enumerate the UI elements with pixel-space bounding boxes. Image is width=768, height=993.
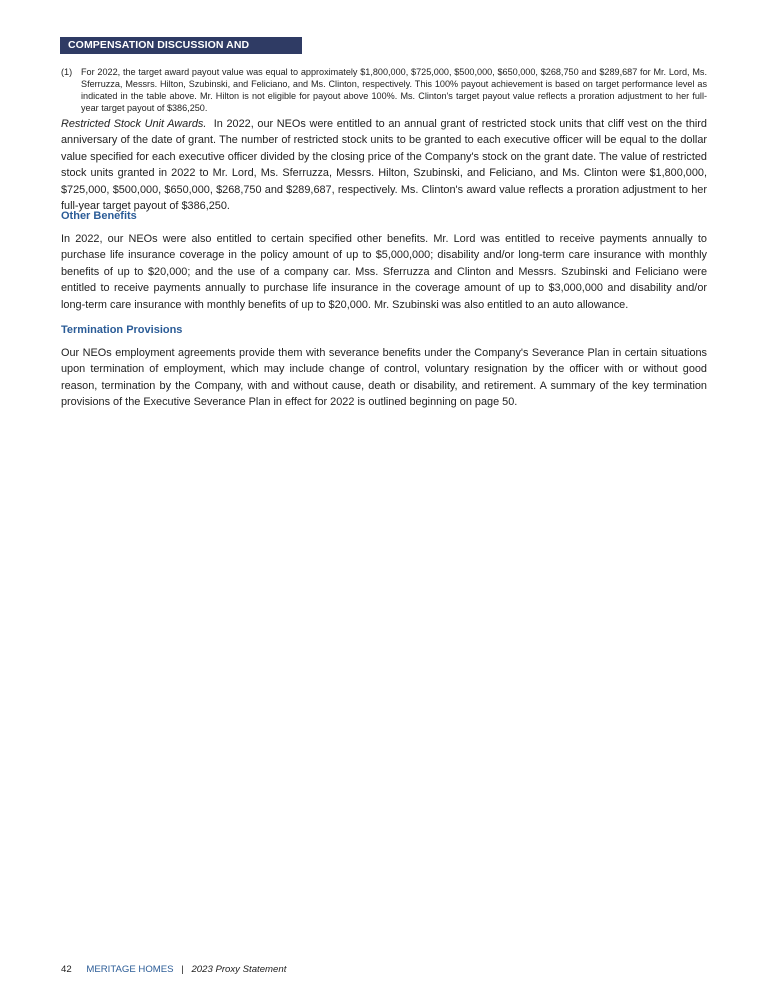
section-banner: COMPENSATION DISCUSSION AND ANALYSIS (60, 37, 302, 54)
rsu-text: In 2022, our NEOs were entitled to an annual grant of restricted stock units that cliff vest on the third anniversary of the date of grant. The number of restricted stock units to be granted to each executive officer will be equal to the dollar value specified for each executive officer divided by the closing price of the Company's stock on the grant date. The value of restricted stock units granted in 2022 to Mr. Lord, Ms. Sferruzza, Messrs. Hilton, Szubinski, and Feliciano, and Ms. Clinton were $1,800,000, $725,000, $500,000, $650,000, $268,750 and $289,687, respectively. Ms. Clinton's award value reflects a proration adjustment to her full-year target payout of $386,250. (61, 118, 707, 213)
footnote (61, 66, 707, 114)
termination-paragraph: Our NEOs employment agreements provide them with severance benefits under the Company's Severance Plan in certain situations upon termination of employment, which may include change of control, voluntary resignation by the officer with or without good reason, termination by the Company, with and without cause, death or disability, and retirement. A summary of the key termination provisions of the Executive Severance Plan in effect for 2022 is outlined beginning on page 50. (61, 347, 707, 409)
footnote-text: For 2022, the target award payout value was equal to approximately $1,800,000, $725,000, $500,000, $650,000, $268,750 and $289,687 for Mr. Lord, Ms. Sferruzza, Messrs. Hilton, Szubinski, and Feliciano, and Ms. Clinton, respectively. This 100% payout achievement is based on target performance level as indicated in the table above. Mr. Hilton is not eligible for payout above 100%. Ms. Clinton's target payout value reflects a proration adjustment to her full-year target payout of $386,250. (81, 67, 707, 113)
footer-brand: MERITAGE HOMES (86, 964, 174, 975)
rsu-lead: Restricted Stock Unit Awards. (61, 118, 207, 130)
termination-heading: Termination Provisions (61, 324, 183, 336)
other-benefits-paragraph: In 2022, our NEOs were also entitled to certain specified other benefits. Mr. Lord was entitled to receive payments annually to purchase life insurance coverage in the policy amount of up to $5,000,000; disability and/or long-term care insurance with monthly benefits of up to $20,000; and the use of a company car. Mss. Sferruzza and Clinton and Messrs. Szubinski and Feliciano were entitled to receive payments annually to purchase life insurance in the coverage amount of up to $3,000,000 and disability and/or long-term care insurance with monthly benefits of up to $20,000. Mr. Szubinski was also entitled to an auto allowance. (61, 233, 707, 311)
footer-document-title: 2023 Proxy Statement (191, 964, 287, 975)
page-number: 42 (61, 964, 72, 975)
footer-separator: | (181, 964, 184, 975)
other-benefits-heading: Other Benefits (61, 210, 137, 222)
page-footer (61, 964, 286, 975)
rsu-paragraph (61, 116, 707, 214)
footnote-number: (1) (61, 67, 73, 77)
